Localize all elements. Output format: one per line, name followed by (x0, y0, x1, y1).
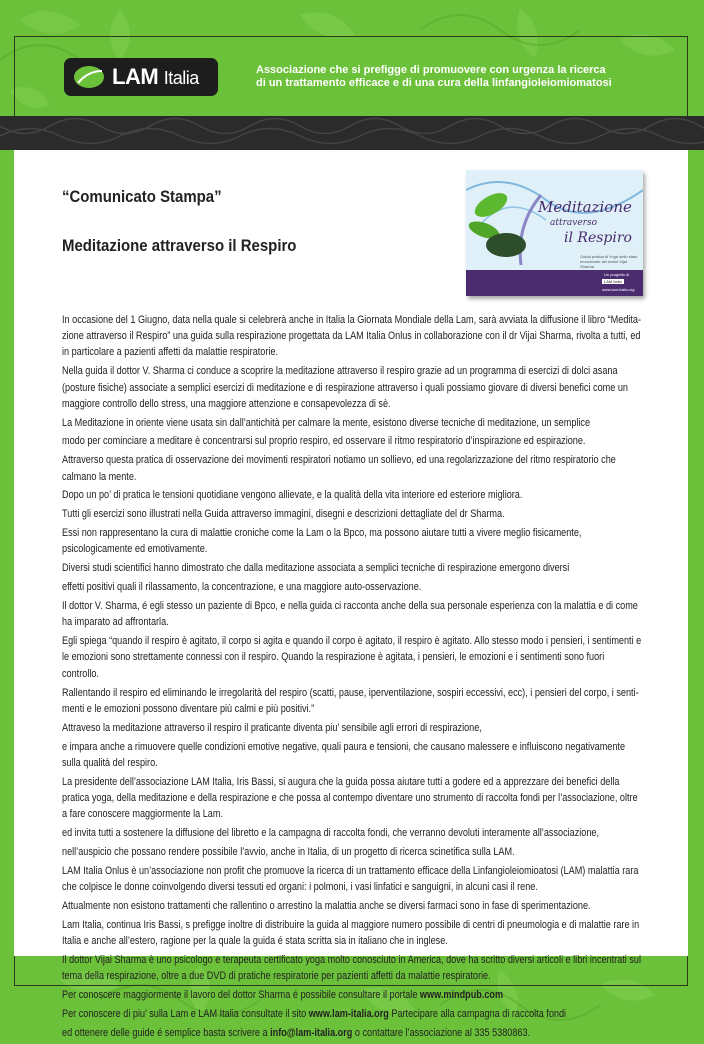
body-paragraph: La presidente dell’associazione LAM Italia, Iris Bassi, si augura che la guida possa aiutare tutti a godere ed a apprezzare dei benefici della pratica yoga, della meditazione e della respirazione e che possa al contempo diventare uno strumento di raccolta fondi per l’associazione, oltre a fare conoscere maggiormente la Lam. (62, 775, 638, 820)
body-paragraph: Attraverso questa pratica di osservazione dei movimenti respiratori notiamo un sollievo, ed una regolarizzazione del ritmo respiratorio che calmano la mente. (62, 454, 616, 483)
cover-title-2: attraverso (550, 218, 598, 228)
body-paragraph: Essi non rappresentano la cura di malattie croniche come la Lam o la Bpco, ma possono aiutare tutti a vivere meglio fisicamente, psicologicamente ed emotivamente. (62, 527, 582, 556)
body-paragraph: effetti positivi quali il rilassamento, la concentrazione, e una maggiore auto-osservazione. (62, 581, 422, 594)
cover-title-3: il Respiro (564, 230, 632, 246)
cover-title-1: Meditazione (538, 198, 632, 216)
association-tagline: Associazione che si prefigge di promuovere con urgenza la ricerca di un trattamento efficace e di una cura della linfangioleiomiomatosi (256, 64, 612, 89)
email-link[interactable]: info@lam-italia.org (270, 1026, 353, 1039)
cover-url: www.lam-italia.org (602, 287, 635, 292)
book-cover-image (466, 170, 643, 296)
body-paragraph: Il dottor Vijai Sharma è uno psicologo e terapeuta certificato yoga molto conosciuto in America, dove ha scritto diversi articoli e libri incentrati sul tema della respirazione, oltre a due DVD di pratiche respiratorie per pazienti affetti da malattie respiratorie. (62, 953, 641, 982)
body-paragraph: modo per cominciare a meditare è concentrarsi sul proprio respiro, ed osservare il ritmo respiratorio d’inspirazione ed espirazione. (62, 435, 586, 448)
body-paragraph: Tutti gli esercizi sono illustrati nella Guida attraverso immagini, disegni e descrizioni dettagliate del dr Sharma. (62, 508, 505, 521)
mindpub-line: Per conoscere maggiormente il lavoro del dottor Sharma é possibile consultare il portale www.mindpub.com (62, 988, 504, 1001)
body-paragraph: Nella guida il dottor V. Sharma ci conduce a scoprire la meditazione attraverso il respiro grazie ad un programma di esercizi di dolci asana (posture fisiche) associate a semplici esercizi di meditazione e di respirazione attraverso i quali possiamo giovare di diversi benefici come un maggiore controllo dello stress, una maggiore attenzione e consapevolezza di sè. (62, 365, 628, 410)
lam-italia-link[interactable]: www.lam-italia.org (308, 1007, 389, 1020)
body-paragraph: ed invita tutti a sostenere la diffusione del libretto e la campagna di raccolta fondi, che verranno devoluti interamente all’associazione, (62, 826, 600, 839)
lam-site-line: Per conoscere di piu’ sulla Lam e LAM Italia consultate il sito www.lam-italia.org Partecipare alla campagna di raccolta fondi (62, 1007, 567, 1020)
page-title: “Comunicato Stampa” (62, 187, 222, 206)
cover-promo: Un progetto di (604, 272, 630, 277)
body-paragraph: nell’auspicio che possano rendere possibile l’avvio, anche in Italia, di un progetto di ricerca scinetifica sulla LAM. (62, 845, 515, 858)
leaf-icon (72, 63, 106, 91)
body-paragraph: e impara anche a rimuovere quelle condizioni emotive negative, quali paura e tensioni, che causano malessere e influiscono negativamente sulla qualità del respiro. (62, 740, 626, 769)
mindpub-link[interactable]: www.mindpub.com (419, 988, 504, 1001)
contact-line: ed ottenere delle guide é semplice basta scrivere a info@lam-italia.org o contattare l’associazione al 335 5380863. (62, 1026, 531, 1039)
body-paragraph: La Meditazione in oriente viene usata sin dall’antichità per calmare la mente, esistono diverse tecniche di meditazione, un semplice (62, 416, 591, 429)
body-paragraph: Rallentando il respiro ed eliminando le irregolarità del respiro (scatti, pause, iperventilazione, sospiri eccessivi, ecc), i pensieri del corpo, i senti- menti e le emozioni possono diventare più calmi e più positivi.” (62, 686, 639, 715)
logo-label: LAM Italia (112, 64, 199, 89)
body-paragraph: LAM Italia Onlus è un’associazione non profit che promuove la ricerca di un trattamento efficace della Linfangioleiomioatosi (LAM) malattia rara che colpisce le donne coinvolgendo diversi tessuti ed organi: i polmoni, i vasi linfatici e sanguigni, in alcuni casi il rene. (62, 864, 639, 893)
press-release-body (62, 312, 642, 1044)
body-paragraph: Il dottor V. Sharma, é egli stesso un paziente di Bpco, e nella guida ci racconta anche della sua personale esperienza con la malattia e di come ha imparato ad affrontarla. (62, 600, 638, 629)
body-paragraph: Attraveso la meditazione attraverso il respiro il praticante diventa piu’ sensibile agli errori di respirazione, (62, 721, 482, 734)
page-subtitle: Meditazione attraverso il Respiro (62, 236, 297, 255)
body-paragraph: Attualmente non esistono trattamenti che rallentino o arrestino la malattia anche se diversi farmaci sono in fase di sperimentazione. (62, 899, 591, 912)
body-paragraph: In occasione del 1 Giugno, data nella quale si celebrerà anche in Italia la Giornata Mondiale della Lam, sarà avviata la diffusione il libro “Medita- zione attraverso il Respiro” una guida sulla respirazione progettata da LAM Italia Onlus in collaborazione con il dr Vijai Sharma, rivolta a tutti, ed in particolare a pazienti affetti da malattie respiratorie. (62, 314, 642, 359)
body-paragraph: Dopo un po’ di pratica le tensioni quotidiane vengono allievate, e la qualità della vita interiore ed esteriore migliora. (62, 489, 523, 502)
body-paragraph: Diversi studi scientifici hanno dimostrato che dalla meditazione associata a semplici tecniche di respirazione emergono diversi (62, 562, 570, 575)
header-dark-band (0, 116, 704, 150)
body-paragraph: Lam Italia, continua Iris Bassi, s prefigge inoltre di distribuire la guida al maggiore numero possibile di centri di pneumologia e di malattie rare in Italia e anche all’estero, ragione per la quale la guida é stata scritta sia in italiano che in inglese. (62, 918, 640, 947)
cover-byline: Guida pratica di Yoga dello stato emozionale del dottor Vijai Sharma (580, 254, 638, 269)
body-paragraph: Egli spiega “quando il respiro è agitato, il corpo si agita e quando il corpo è agitato, il respiro è agitato. Allo stesso modo i pensieri, i sentimenti e le emozioni sono strettamente connessi con il respiro. Quando la respirazione è agitata, i pensieri, le emozioni e i sentimenti sono fuori controllo. (62, 635, 642, 680)
cover-promo-logo: LAM Italia (604, 279, 622, 284)
lam-italia-logo (64, 58, 218, 96)
